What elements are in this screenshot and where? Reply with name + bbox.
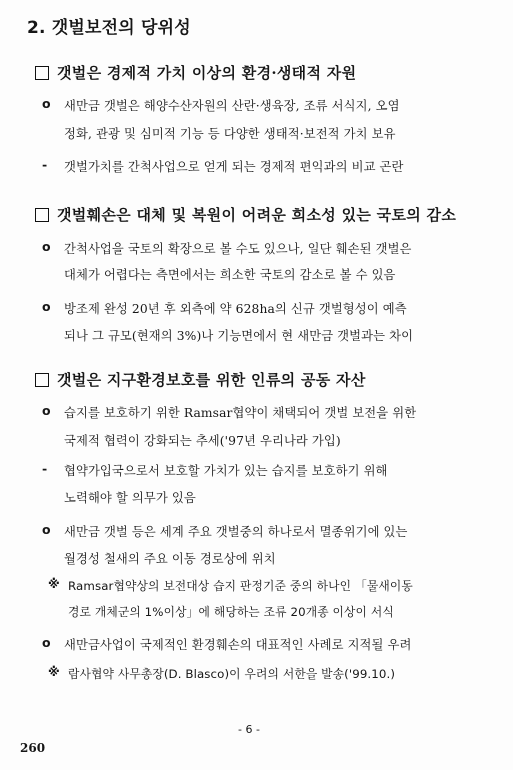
text-line: 습지를 보호하기 위한 Ramsar협약이 채택되어 갯벌 보전을 위한 bbox=[64, 406, 417, 420]
note-marker: ※ bbox=[48, 665, 60, 679]
bullet-marker: o bbox=[42, 635, 51, 650]
text-line: 방조제 완성 20년 후 외측에 약 628ha의 신규 갯벌형성이 예측 bbox=[64, 302, 407, 316]
bullet-marker: o bbox=[42, 403, 51, 418]
bullet-marker: o bbox=[42, 239, 51, 254]
text-line: 국제적 협력이 강화되는 추세('97년 우리나라 가입) bbox=[64, 434, 341, 448]
note-line: 경로 개체군의 1%이상」에 해당하는 조류 20개종 이상이 서식 bbox=[68, 605, 394, 619]
checkbox-square-icon bbox=[35, 373, 49, 387]
section-heading-2: 갯벌훼손은 대체 및 복원이 어려운 희소성 있는 국토의 감소 bbox=[57, 206, 457, 224]
note-line: 람사협약 사무총장(D. Blasco)이 우려의 서한을 발송('99.10.) bbox=[68, 667, 396, 681]
checkbox-square-icon bbox=[35, 208, 49, 222]
text-line: 새만금사업이 국제적인 환경훼손의 대표적인 사례로 지적될 우려 bbox=[64, 638, 412, 652]
dash-marker: - bbox=[42, 157, 48, 172]
text-line: 월경성 철새의 주요 이동 경로상에 위치 bbox=[64, 552, 276, 566]
text-line: 정화, 관광 및 심미적 기능 등 다양한 생태적·보전적 가치 보유 bbox=[64, 127, 396, 141]
dash-marker: - bbox=[42, 461, 48, 476]
page-number: 260 bbox=[20, 741, 46, 755]
text-line: 협약가입국으로서 보호할 가치가 있는 습지를 보호하기 위해 bbox=[64, 464, 388, 478]
text-line: 간척사업을 국토의 확장으로 볼 수도 있으나, 일단 훼손된 갯벌은 bbox=[64, 242, 412, 256]
text-line: 새만금 갯벌 등은 세계 주요 갯벌중의 하나로서 멸종위기에 있는 bbox=[64, 525, 408, 539]
text-line: 갯벌가치를 간척사업으로 얻게 되는 경제적 편익과의 비교 곤란 bbox=[64, 160, 404, 174]
text-line: 노력해야 할 의무가 있음 bbox=[64, 491, 196, 505]
text-line: 새만금 갯벌은 해양수산자원의 산란·생육장, 조류 서식지, 오염 bbox=[64, 99, 400, 113]
page-marker: - 6 - bbox=[238, 723, 260, 736]
note-line: Ramsar협약상의 보전대상 습지 판정기준 중의 하나인 「물새이동 bbox=[68, 579, 413, 593]
section-heading-1: 갯벌은 경제적 가치 이상의 환경·생태적 자원 bbox=[57, 64, 357, 82]
section-heading-3: 갯벌은 지구환경보호를 위한 인류의 공동 자산 bbox=[57, 371, 366, 389]
bullet-marker: o bbox=[42, 299, 51, 314]
text-line: 대체가 어렵다는 측면에서는 희소한 국토의 감소로 볼 수 있음 bbox=[64, 268, 396, 282]
checkbox-square-icon bbox=[35, 66, 49, 80]
bullet-marker: o bbox=[42, 96, 51, 111]
note-marker: ※ bbox=[48, 577, 60, 591]
text-line: 되나 그 규모(현재의 3%)나 기능면에서 현 새만금 갯벌과는 차이 bbox=[64, 329, 414, 343]
page-title: 2. 갯벌보전의 당위성 bbox=[27, 18, 191, 38]
bullet-marker: o bbox=[42, 522, 51, 537]
